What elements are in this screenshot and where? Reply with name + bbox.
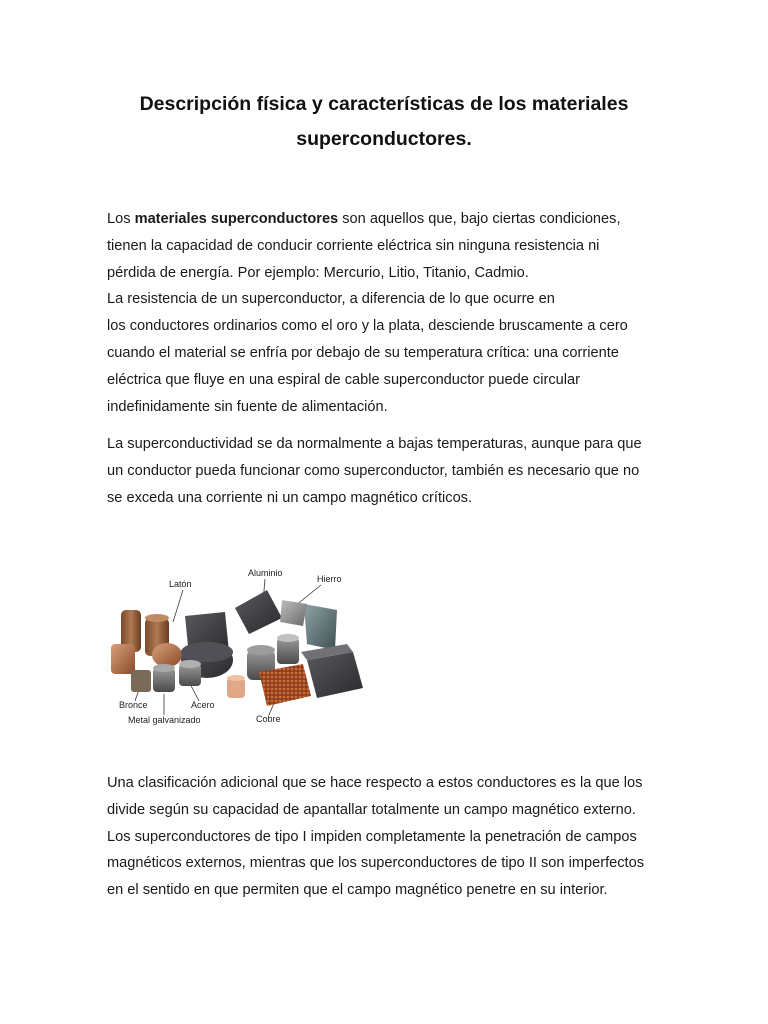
text-prefix: Los xyxy=(107,211,135,227)
paragraph-line: tienen la capacidad de conducir corriente eléctrica sin ninguna resistencia ni xyxy=(107,237,600,254)
title-line-1: Descripción física y características de los materiales xyxy=(139,93,629,115)
paragraph-line: magnéticos externos, mientras que los superconductores de tipo II son imperfectos xyxy=(107,855,645,872)
paragraph-line: La superconductividad se da normalmente a bajas temperaturas, aunque para que xyxy=(107,436,642,452)
document-title xyxy=(107,87,661,157)
paragraph-line: un conductor pueda funcionar como superconductor, también es necesario que no xyxy=(107,462,640,479)
text-rest: son aquellos que, bajo ciertas condiciones, xyxy=(338,211,621,227)
label-acero: Acero xyxy=(191,700,215,710)
paragraph-line: divide según su capacidad de apantallar totalmente un campo magnético externo. xyxy=(107,801,636,818)
paragraph-line: en el sentido en que permiten que el campo magnético penetre en su interior. xyxy=(107,882,608,899)
paragraph-temperature xyxy=(107,431,667,511)
paragraph-line: Los superconductores de tipo I impiden completamente la penetración de campos xyxy=(107,828,637,845)
metal-samples xyxy=(111,590,363,706)
paragraph-line xyxy=(107,206,667,233)
title-line-2: superconductores. xyxy=(296,128,472,150)
paragraph-line: Una clasificación adicional que se hace respecto a estos conductores es la que los xyxy=(107,775,643,791)
metals-illustration xyxy=(107,560,369,732)
paragraph-definition xyxy=(107,206,667,420)
paragraph-line: pérdida de energía. Por ejemplo: Mercurio, Litio, Titanio, Cadmio. xyxy=(107,264,529,281)
label-laton: Latón xyxy=(169,579,192,589)
paragraph-line: los conductores ordinarios como el oro y la plata, desciende bruscamente a cero xyxy=(107,318,628,335)
label-hierro: Hierro xyxy=(317,574,342,584)
metals-figure xyxy=(107,560,369,732)
label-metal-galvanizado: Metal galvanizado xyxy=(128,715,201,725)
label-cobre: Cobre xyxy=(256,714,281,724)
paragraph-line: indefinidamente sin fuente de alimentación. xyxy=(107,398,388,415)
label-bronce: Bronce xyxy=(119,700,148,710)
paragraph-line: cuando el material se enfría por debajo de su temperatura crítica: una corriente xyxy=(107,344,619,361)
bold-term: materiales superconductores xyxy=(134,211,339,227)
paragraph-classification xyxy=(107,770,667,904)
label-aluminio: Aluminio xyxy=(248,568,283,578)
paragraph-line: La resistencia de un superconductor, a diferencia de lo que ocurre en xyxy=(107,291,555,308)
paragraph-line: eléctrica que fluye en una espiral de cable superconductor puede circular xyxy=(107,371,580,388)
paragraph-line: se exceda una corriente ni un campo magnético críticos. xyxy=(107,489,473,506)
